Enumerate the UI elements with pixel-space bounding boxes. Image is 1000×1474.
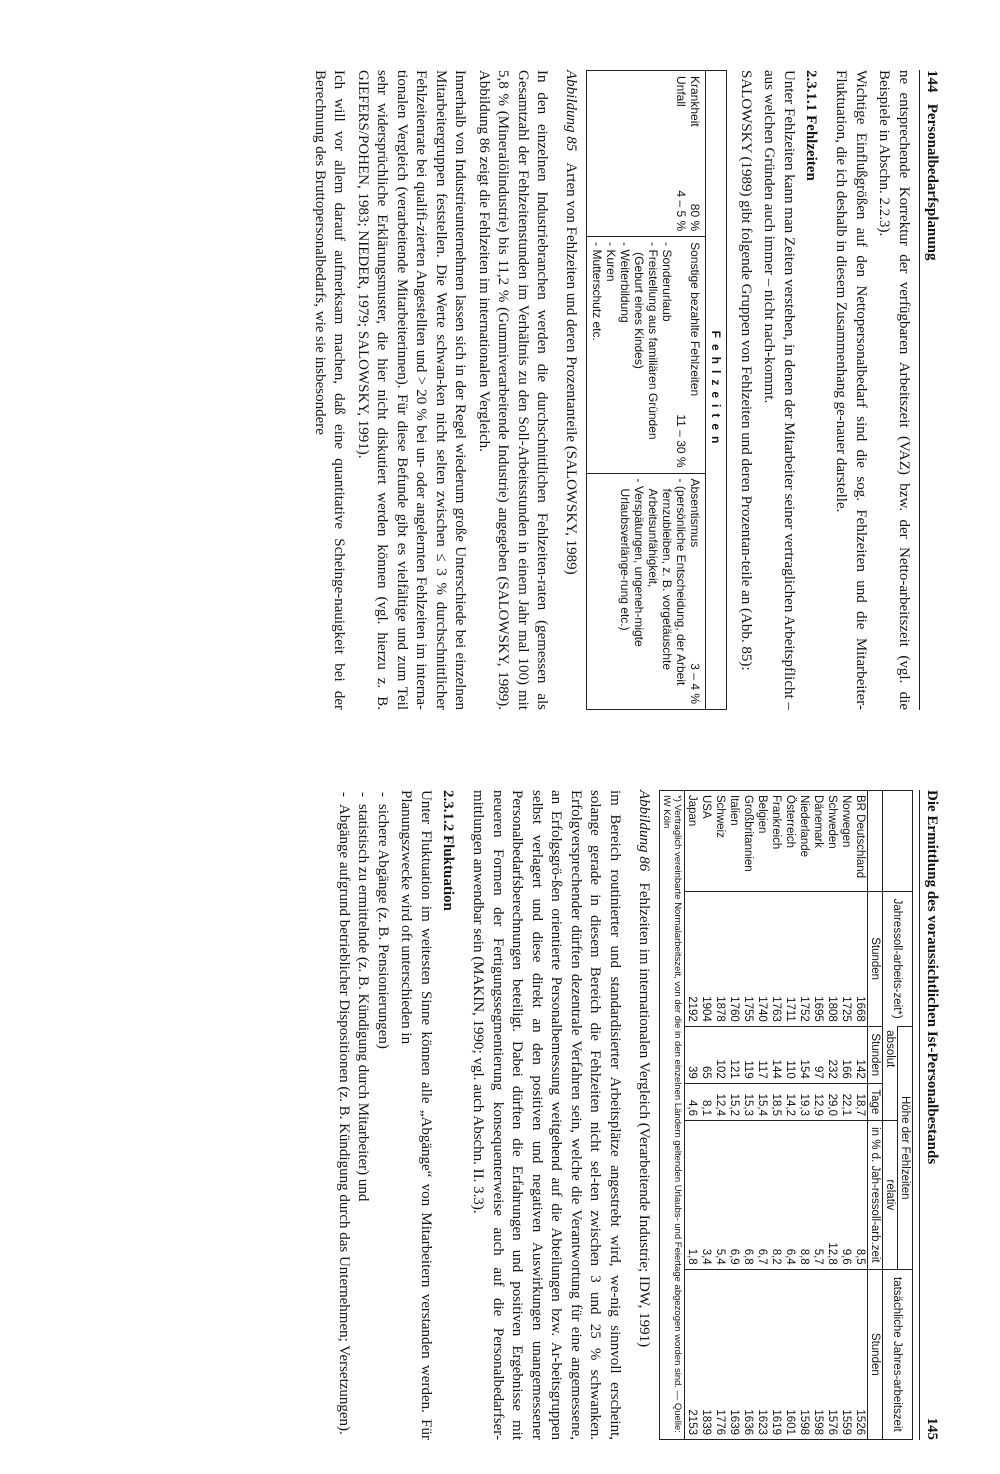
- figure-86-caption: Abbildung 86 Fehlzeiten im internationalen Vergleich (Verarbeitende Industrie; IDW, 1991): [636, 790, 652, 1348]
- country-cell: Niederlande: [798, 795, 810, 858]
- left-page: [60, 70, 940, 710]
- value-cell: 1763: [769, 891, 783, 1026]
- col-header: tatsächliche Jahres-arbeitszeit: [883, 1269, 913, 1439]
- value-cell: 22,1: [839, 1083, 853, 1120]
- country-cell: Großbritannien: [742, 795, 754, 872]
- value-cell: 8,5: [853, 1121, 868, 1270]
- value-cell: 65: [699, 1026, 713, 1083]
- value-cell: 6,8: [741, 1121, 755, 1270]
- value-cell: 12,9: [811, 1083, 825, 1120]
- paragraph: Unter Fehlzeiten kann man Zeiten verstehen, in denen der Mitarbeiter seiner vertraglichen Arbeitspflicht – aus welchen Gründen auch immer – nicht nach-kommt.: [761, 70, 797, 710]
- table-row: [783, 791, 797, 1440]
- value-cell: 1,8: [685, 1121, 700, 1270]
- value-cell: 19,3: [797, 1083, 811, 1120]
- value-cell: 1619: [769, 1269, 783, 1439]
- list-item: - Weiterbildung: [619, 252, 633, 467]
- unit-header: Tage: [868, 1083, 883, 1120]
- value-cell: 1776: [713, 1269, 727, 1439]
- value-cell: 1808: [825, 891, 839, 1026]
- list-item: - Mutterschutz etc.: [591, 252, 605, 467]
- value-cell: 12,4: [713, 1083, 727, 1120]
- category-list: [591, 242, 675, 467]
- list-item: - Freistellung aus familiären Gründen (Geburt eines Kindes): [633, 252, 661, 467]
- value-cell: 1598: [811, 1269, 825, 1439]
- value-cell: 1752: [797, 891, 811, 1026]
- value-cell: 14,2: [783, 1083, 797, 1120]
- value-cell: 110: [783, 1026, 797, 1083]
- value-cell: 4,6: [685, 1083, 700, 1120]
- page-number: 144: [924, 70, 940, 93]
- value-cell: 1623: [755, 1269, 769, 1439]
- value-cell: 39: [685, 1026, 700, 1083]
- value-cell: 1598: [797, 1269, 811, 1439]
- value-cell: 1526: [853, 1269, 868, 1439]
- table-row: [839, 791, 853, 1440]
- value-cell: 1755: [741, 891, 755, 1026]
- right-page: [60, 790, 940, 1440]
- paragraph: In den einzelnen Industriebranchen werden die durchschnittlichen Fehlzeiten-raten (gemessen als Gesamtzahl der Fehlzeitenstunden im Verhältnis zu den Soll-Arbeitsstunden in einem Jahr mal 100) mit 5,8 % (Mineralölindustrie) bis 11,2 % (Gummiverarbeitende Industrie) angegeben (SALOWSKY, 1989). Abbildung 86 zeigt die Fehlzeiten im internationalen Vergleich.: [476, 70, 551, 710]
- col-header: relativ: [883, 1121, 898, 1270]
- list-item: - Kuren: [605, 252, 619, 467]
- value-cell: 1878: [713, 891, 727, 1026]
- value-cell: 29,0: [825, 1083, 839, 1120]
- value-cell: 1904: [699, 891, 713, 1026]
- unit-header: Stunden: [868, 1026, 883, 1083]
- table-row: [825, 791, 839, 1440]
- figure-86-table: [659, 790, 913, 1440]
- table-row: [713, 791, 727, 1440]
- dash-list: [334, 790, 393, 1440]
- value-cell: 6,9: [727, 1121, 741, 1270]
- col-header: Höhe der Fehlzeiten: [898, 1026, 913, 1269]
- section-heading: 2.3.1.2 Fluktuation: [440, 790, 456, 911]
- paragraph: im Bereich routinierter und standardisierter Arbeitsplätze angestrebt wird, we-nig sinnvoll erscheint, solange gerade in diesem Bereich die Fehlzeiten nicht sel-ten zwischen 3 und 25 % schwanken. Erfolgversprechender dürften dezentrale Verfahren sein, welche die Verantwortung für eine angemessene, an Erfolgsgrö-ßen orientierte Personalbemessung weitgehend auf die Abteilungen bzw. Ar-beitsgruppen selbst verlagert und diese direkt an den positiven und negativen Auswirkungen unangemessener Personalbedarfsberechnungen beteiligt. Dabei dürften die Erfahrungen und positiven Ergebnisse mit neueren Formen der Fertigungssegmentierung konsequenterweise auch auf die Personalbedarfser-mittlungen anwendbar sein (MAKIN, 1990; vgl. auch Abschn. II. 3.3).: [470, 790, 623, 1440]
- list-item: - statistisch zu ermittelnde (z. B. Kündigung durch Mitarbeiter) und: [353, 804, 373, 1440]
- value-cell: 8,2: [769, 1121, 783, 1270]
- section-heading: 2.3.1.1 Fehlzeiten: [803, 70, 819, 181]
- value-cell: 121: [727, 1026, 741, 1083]
- value-cell: 6,7: [755, 1121, 769, 1270]
- country-cell: Dänemark: [812, 795, 824, 849]
- value-cell: 142: [853, 1026, 868, 1083]
- value-cell: 1695: [811, 891, 825, 1026]
- value-cell: 2153: [685, 1269, 700, 1439]
- value-cell: 1740: [755, 891, 769, 1026]
- paragraph: ne entsprechende Korrektur der verfügbaren Arbeitszeit (VAZ) bzw. der Netto-arbeitszeit (vgl. die Beispiele in Abschn. 2.2.3).: [876, 70, 912, 710]
- value-cell: 102: [713, 1026, 727, 1083]
- table-row: [685, 791, 700, 1440]
- value-cell: 5,7: [811, 1121, 825, 1270]
- category-head: Sonstige bezahlte Fehlzeiten: [688, 242, 703, 397]
- list-item: - sichere Abgänge (z. B. Pensionierungen): [373, 804, 393, 1440]
- table-row: [755, 791, 769, 1440]
- category-list: [619, 479, 689, 704]
- figure-85-title: Fehlzeiten: [706, 71, 727, 710]
- paragraph: SALOWSKY (1989) gibt folgende Gruppen von Fehlzeiten und deren Prozentan-teile an (Abb. 85):: [738, 70, 754, 671]
- value-cell: 144: [769, 1026, 783, 1083]
- page-header: [919, 70, 940, 710]
- value-cell: 8,1: [699, 1083, 713, 1120]
- value-cell: 154: [797, 1026, 811, 1083]
- country-cell: Schweden: [826, 795, 838, 849]
- value-cell: 1601: [783, 1269, 797, 1439]
- value-cell: 232: [825, 1026, 839, 1083]
- value-cell: 12,8: [825, 1121, 839, 1270]
- country-cell: Norwegen: [840, 795, 852, 848]
- value-cell: 1636: [741, 1269, 755, 1439]
- figure-85-caption: Abbildung 85 Arten von Fehlzeiten und deren Prozentanteile (SALOWSKY, 1989): [563, 70, 580, 575]
- paragraph: Wichtige Einflußgrößen auf den Nettopersonalbedarf sind die sog. Fehlzeiten und die Mitarbeiter-Fluktuation, die ich deshalb in diesem Zusammenhang ge-nauer darstelle.: [833, 70, 869, 710]
- country-cell: Schweiz: [714, 795, 726, 838]
- col-header: Jahressoll-arbeits-zeit*): [883, 891, 913, 1026]
- value-cell: 2192: [685, 891, 700, 1026]
- category-row: Unfall 4 – 5 %: [674, 76, 689, 232]
- table-row: [853, 791, 868, 1440]
- list-item: - Abgänge aufgrund betrieblicher Dispositionen (z. B. Kündigung durch das Unternehmen; Versetzungen).: [334, 804, 354, 1440]
- value-cell: 1725: [839, 891, 853, 1026]
- value-cell: 1839: [699, 1269, 713, 1439]
- country-cell: Belgien: [756, 795, 768, 834]
- table-row: [727, 791, 741, 1440]
- table-row: [797, 791, 811, 1440]
- paragraph: Innerhalb von Industrieunternehmen lassen sich in der Regel wiederum große Unterschiede bei einzelnen Mitarbeitergruppen feststellen. Die Werte schwan-ken nicht selten zwischen ≤ 3 % durchschnittlicher Fehlzeitenrate bei qualifi-zierten Angestellten und > 20 % bei un- oder angelernten Fehlzeiten im interna-tionalen Vergleich (verarbeitende Mitarbeiterinnen). Für diese Befunde gibt es vielfältige und zum Teil sehr widersprüchliche Erklärungsmuster, die hier nicht diskutiert werden können (vgl. hierzu z. B. GIEFERS/POHEN, 1983; NIEDER, 1979; SALOWSKY, 1991).: [355, 70, 469, 710]
- unit-header: in % d. Jah-ressoll-arb.zeit: [868, 1121, 883, 1270]
- col-header: absolut: [883, 1026, 898, 1120]
- list-item: - Sonderurlaub: [661, 252, 675, 467]
- running-head: Die Ermittlung des voraussichtlichen Ist-Personalbestands: [924, 790, 940, 1165]
- list-item: - (persönliche Entscheidung, der Arbeit fernzubleiben, z. B. vorgetäuschte Arbeitsunfähigkeit,: [647, 489, 689, 704]
- table-row: [811, 791, 825, 1440]
- value-cell: 97: [811, 1026, 825, 1083]
- unit-header: Stunden: [868, 1269, 883, 1439]
- country-cell: Österreich: [784, 795, 796, 849]
- running-head: Personalbedarfsplanung: [924, 103, 940, 261]
- country-cell: BR Deutschland: [854, 795, 866, 879]
- country-cell: USA: [700, 795, 712, 819]
- value-cell: 1639: [727, 1269, 741, 1439]
- country-cell: Japan: [686, 795, 698, 827]
- page-header: [919, 790, 940, 1440]
- value-cell: 1576: [825, 1269, 839, 1439]
- category-head: Absentismus: [688, 478, 703, 548]
- value-cell: 1711: [783, 891, 797, 1026]
- value-cell: 18,7: [853, 1083, 868, 1120]
- value-cell: 119: [741, 1026, 755, 1083]
- value-cell: 18,5: [769, 1083, 783, 1120]
- category-row: Krankheit 80 %: [688, 76, 703, 232]
- value-cell: 3,4: [699, 1121, 713, 1270]
- value-cell: 117: [755, 1026, 769, 1083]
- paragraph: Ich will vor allem darauf aufmerksam machen, daß eine quantitative Scheinge-nauigkeit bei der Berechnung des Bruttopersonalbedarfs, wie sie insbesondere: [312, 70, 348, 710]
- table-body: [685, 791, 868, 1440]
- value-cell: 5,4: [713, 1121, 727, 1270]
- value-cell: 9,6: [839, 1121, 853, 1270]
- category-pct: 3 – 4 %: [688, 663, 703, 704]
- category-pct: 11 – 30 %: [674, 414, 689, 468]
- value-cell: 15,3: [741, 1083, 755, 1120]
- table-footnote: *) Vertraglich vereinbarte Normalarbeitszeit, von der die in den einzelnen Ländern geltenden Urlaubs- und Feiertage abgezogen worden sind. — Quelle: IW Köln: [660, 791, 685, 1440]
- value-cell: 15,2: [727, 1083, 741, 1120]
- paragraph: Unter Fluktuation im weitesten Sinne können alle „Abgänge“ von Mitarbeitern verstanden werden. Für Planungszwecke wird oft unterschieden in: [398, 790, 434, 1440]
- value-cell: 1559: [839, 1269, 853, 1439]
- value-cell: 166: [839, 1026, 853, 1083]
- value-cell: 1760: [727, 891, 741, 1026]
- table-row: [741, 791, 755, 1440]
- list-item: - Verspätungen, ungeneh-migte Urlaubsverlänge-rung etc.): [619, 489, 647, 704]
- unit-header: Stunden: [868, 891, 883, 1026]
- value-cell: 6,4: [783, 1121, 797, 1270]
- page-number: 145: [924, 1417, 940, 1440]
- figure-85-table: [587, 70, 728, 710]
- table-row: [769, 791, 783, 1440]
- value-cell: 8,8: [797, 1121, 811, 1270]
- table-row: [699, 791, 713, 1440]
- value-cell: 15,4: [755, 1083, 769, 1120]
- country-cell: Italien: [728, 795, 740, 826]
- value-cell: 1668: [853, 891, 868, 1026]
- country-cell: Frankreich: [770, 795, 782, 850]
